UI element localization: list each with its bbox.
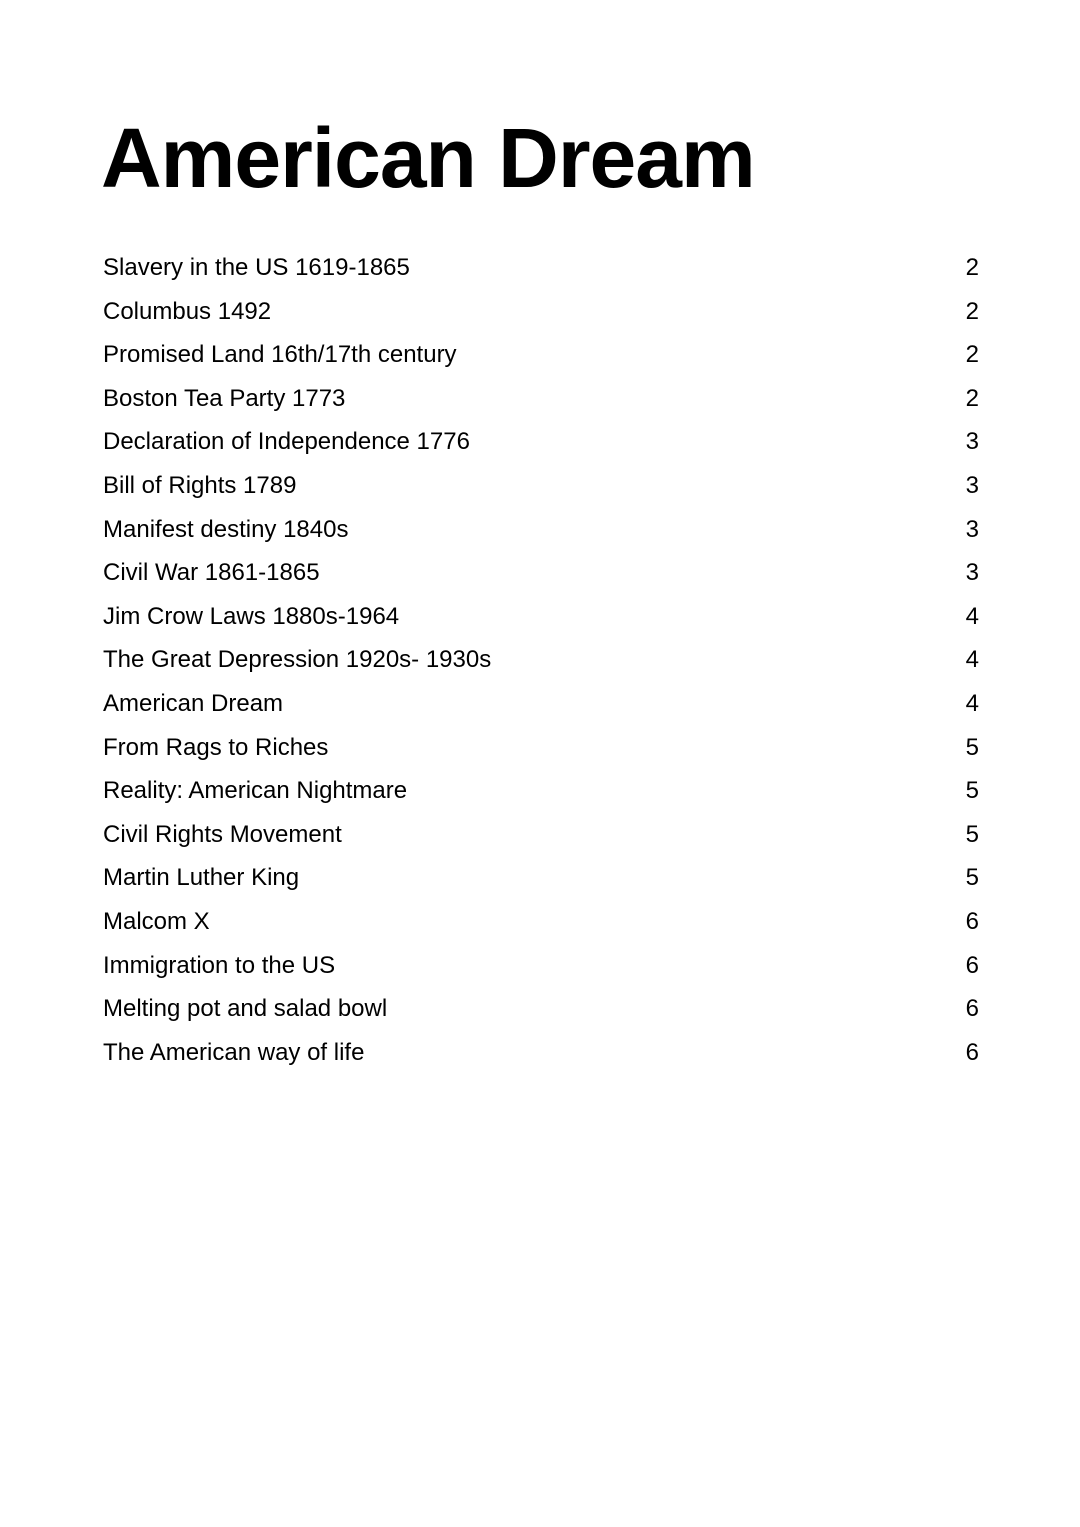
toc-entry bbox=[103, 856, 979, 900]
toc-entry bbox=[103, 1031, 979, 1075]
toc-entry-page: 2 bbox=[965, 297, 979, 325]
toc-entry bbox=[103, 595, 979, 639]
toc-entry-label: Melting pot and salad bowl bbox=[103, 995, 388, 1023]
toc-entry-page: 2 bbox=[965, 384, 979, 412]
toc-entry-label: Jim Crow Laws 1880s-1964 bbox=[103, 602, 400, 630]
toc-entry-page: 3 bbox=[965, 471, 979, 499]
toc-entry-page: 6 bbox=[965, 995, 979, 1023]
table-of-contents bbox=[103, 246, 979, 1074]
toc-entry-label: Civil Rights Movement bbox=[103, 820, 342, 848]
toc-entry-page: 5 bbox=[965, 777, 979, 805]
toc-entry-page: 5 bbox=[965, 733, 979, 761]
page-title: American Dream bbox=[101, 111, 755, 205]
toc-entry-label: Civil War 1861-1865 bbox=[103, 559, 320, 587]
toc-entry bbox=[103, 987, 979, 1031]
toc-entry-label: From Rags to Riches bbox=[103, 733, 329, 761]
toc-entry bbox=[103, 682, 979, 726]
toc-entry-page: 5 bbox=[965, 820, 979, 848]
toc-entry bbox=[103, 769, 979, 813]
toc-entry-label: Martin Luther King bbox=[103, 864, 300, 892]
toc-entry-label: Slavery in the US 1619-1865 bbox=[103, 254, 410, 281]
toc-entry bbox=[103, 900, 979, 944]
toc-entry-page: 6 bbox=[965, 951, 979, 979]
toc-entry-label: Promised Land 16th/17th century bbox=[103, 341, 457, 369]
toc-entry-label: Malcom X bbox=[103, 907, 210, 935]
toc-entry-page: 5 bbox=[965, 864, 979, 892]
toc-entry-label: Bill of Rights 1789 bbox=[103, 471, 297, 499]
toc-entry bbox=[103, 508, 979, 552]
toc-entry-label: Columbus 1492 bbox=[103, 297, 272, 325]
toc-entry-page: 3 bbox=[965, 559, 979, 587]
toc-entry-label: The Great Depression 1920s- 1930s bbox=[103, 646, 492, 674]
toc-entry bbox=[103, 333, 979, 377]
toc-entry bbox=[103, 551, 979, 595]
toc-entry bbox=[103, 638, 979, 682]
toc-entry-page: 3 bbox=[965, 428, 979, 456]
toc-entry-page: 4 bbox=[965, 646, 979, 674]
toc-entry bbox=[103, 813, 979, 857]
toc-entry-page: 2 bbox=[965, 254, 979, 281]
toc-entry bbox=[103, 726, 979, 770]
toc-entry-page: 4 bbox=[965, 689, 979, 717]
toc-entry-label: The American way of life bbox=[103, 1038, 365, 1066]
toc-entry-label: American Dream bbox=[103, 689, 284, 717]
toc-entry bbox=[103, 377, 979, 421]
toc-entry-label: Immigration to the US bbox=[103, 951, 336, 979]
toc-entry bbox=[103, 290, 979, 334]
toc-entry bbox=[103, 246, 979, 290]
toc-entry-label: Declaration of Independence 1776 bbox=[103, 428, 470, 456]
toc-entry-page: 6 bbox=[965, 1038, 979, 1066]
toc-entry-page: 6 bbox=[965, 907, 979, 935]
toc-entry-label: Reality: American Nightmare bbox=[103, 777, 408, 805]
toc-entry-label: Manifest destiny 1840s bbox=[103, 515, 349, 543]
toc-entry-page: 4 bbox=[965, 602, 979, 630]
toc-entry bbox=[103, 944, 979, 988]
toc-entry bbox=[103, 420, 979, 464]
toc-entry-page: 2 bbox=[965, 341, 979, 369]
toc-entry-page: 3 bbox=[965, 515, 979, 543]
toc-entry-label: Boston Tea Party 1773 bbox=[103, 384, 346, 412]
toc-entry bbox=[103, 464, 979, 508]
